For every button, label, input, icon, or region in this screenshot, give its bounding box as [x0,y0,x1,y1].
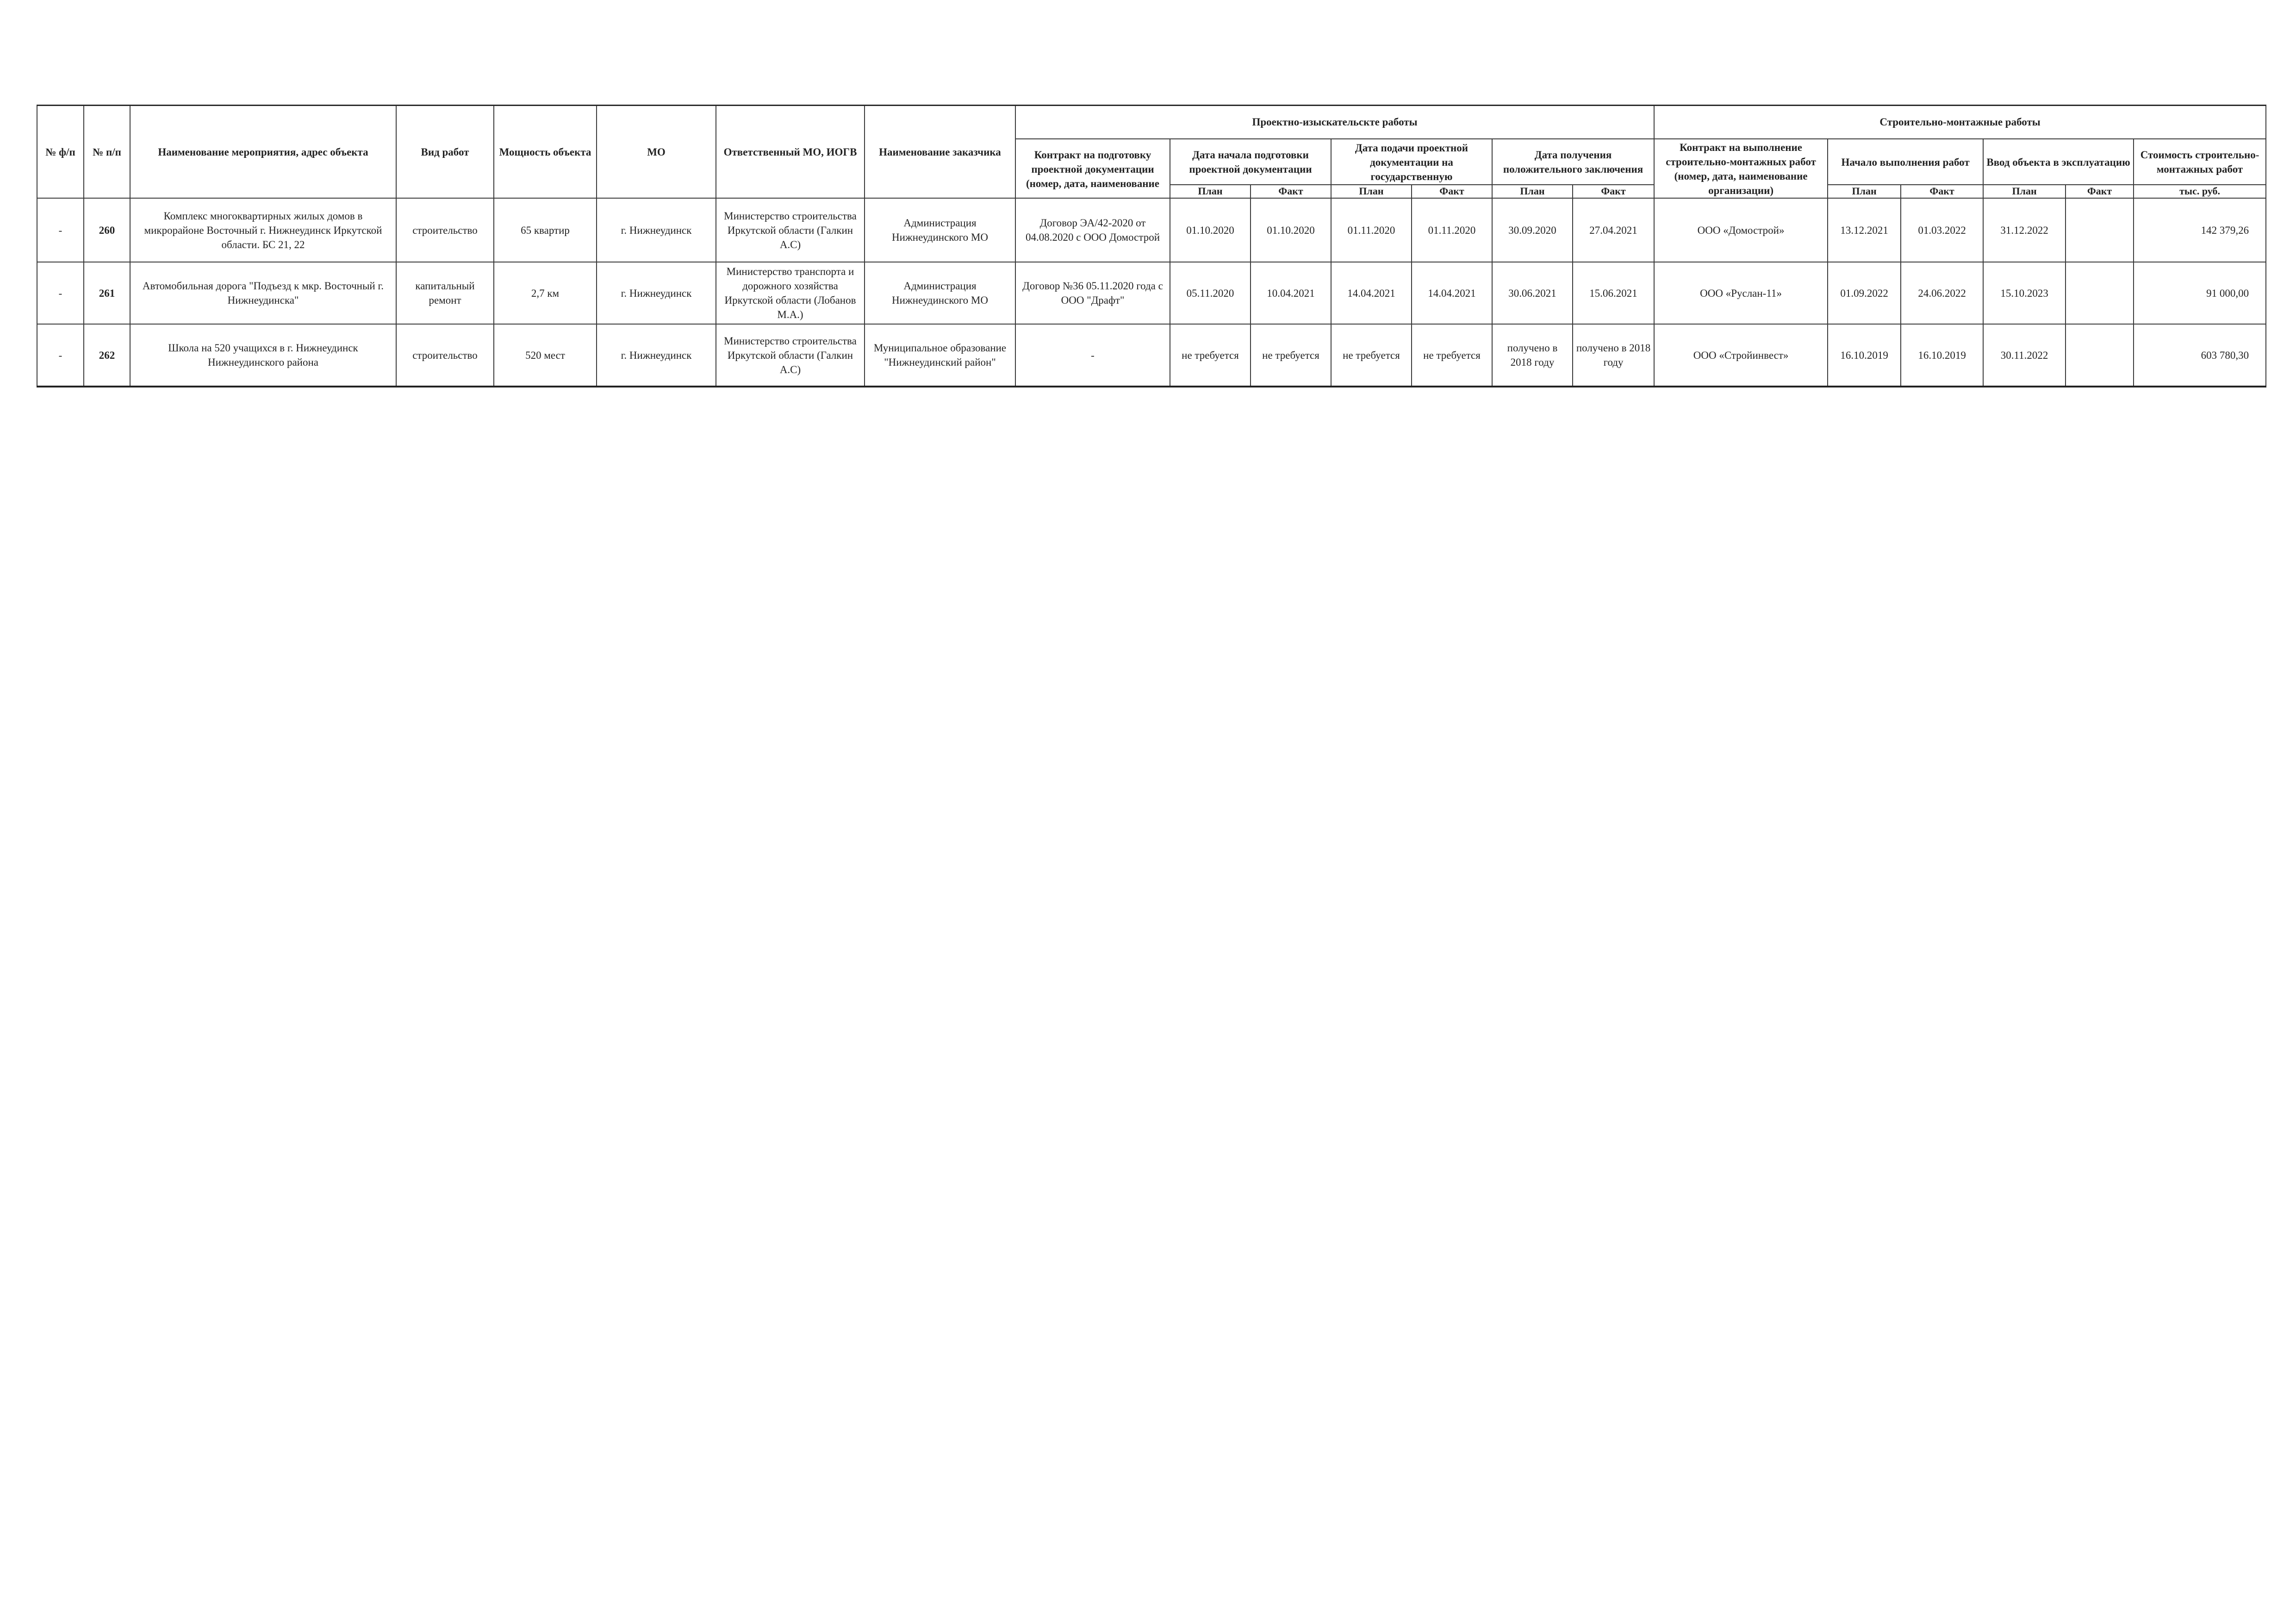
cell-construction-start-fact: 24.06.2022 [1901,262,1983,324]
cell-mo: г. Нижнеудинск [597,262,716,324]
cell-construction-contract: ООО «Стройинвест» [1654,324,1828,387]
header-design-contract: Контракт на подготовку проектной документации (номер, дата, наименование [1015,139,1170,198]
cell-work-type: строительство [396,198,494,262]
header-ff: № ф/п [37,106,84,199]
header-fact: Факт [2066,185,2134,198]
cell-pp: 262 [84,324,130,387]
table-row [37,262,2266,324]
cell-responsible: Министерство транспорта и дорожного хозяйства Иркутской области (Лобанов М.А.) [716,262,865,324]
cell-design-start-plan: 05.11.2020 [1170,262,1251,324]
cell-design-submit-plan: 01.11.2020 [1331,198,1412,262]
header-design-conclusion: Дата получения положительного заключения [1492,139,1654,185]
cell-design-start-fact: 10.04.2021 [1251,262,1331,324]
cell-pp: 260 [84,198,130,262]
cell-construction-contract: ООО «Руслан-11» [1654,262,1828,324]
cell-construction-start-fact: 16.10.2019 [1901,324,1983,387]
cell-design-start-fact: не требуется [1251,324,1331,387]
cell-design-contract: - [1015,324,1170,387]
cell-design-submit-plan: 14.04.2021 [1331,262,1412,324]
cell-work-type: капитальный ремонт [396,262,494,324]
cell-cost: 142 379,26 [2134,198,2266,262]
cell-design-start-plan: 01.10.2020 [1170,198,1251,262]
cell-name: Автомобильная дорога "Подъезд к мкр. Восточный г. Нижнеудинска" [130,262,396,324]
cell-design-submit-fact: 01.11.2020 [1412,198,1492,262]
header-pp: № п/п [84,106,130,199]
cell-construction-contract: ООО «Домострой» [1654,198,1828,262]
header-name: Наименование мероприятия, адрес объекта [130,106,396,199]
cell-construction-start-plan: 13.12.2021 [1828,198,1901,262]
table-header [37,106,2266,199]
cell-customer: Муниципальное образование "Нижнеудинский район" [865,324,1015,387]
cell-mo: г. Нижнеудинск [597,324,716,387]
cell-commissioning-fact [2066,198,2134,262]
header-commissioning: Ввод объекта в эксплуатацию [1983,139,2134,185]
header-plan: План [1170,185,1251,198]
cell-commissioning-plan: 31.12.2022 [1983,198,2066,262]
cell-commissioning-plan: 15.10.2023 [1983,262,2066,324]
table-row [37,324,2266,387]
header-mo: МО [597,106,716,199]
cell-design-start-plan: не требуется [1170,324,1251,387]
header-capacity: Мощность объекта [494,106,597,199]
cell-pp: 261 [84,262,130,324]
header-row-groups [37,106,2266,139]
header-plan: План [1492,185,1573,198]
header-group-design: Проектно-изыскательскте работы [1015,106,1654,139]
cell-responsible: Министерство строительства Иркутской области (Галкин А.С) [716,198,865,262]
cell-ff: - [37,198,84,262]
header-plan: План [1983,185,2066,198]
header-fact: Факт [1251,185,1331,198]
cell-design-contract: Договор ЭА/42-2020 от 04.08.2020 с ООО Домострой [1015,198,1170,262]
projects-table [37,105,2266,387]
header-cost: Стоимость строительно-монтажных работ [2134,139,2266,185]
cell-capacity: 2,7 км [494,262,597,324]
cell-ff: - [37,324,84,387]
header-plan: План [1828,185,1901,198]
cell-construction-start-plan: 16.10.2019 [1828,324,1901,387]
header-cost-unit: тыс. руб. [2134,185,2266,198]
header-work-type: Вид работ [396,106,494,199]
cell-cost: 91 000,00 [2134,262,2266,324]
cell-name: Школа на 520 учащихся в г. Нижнеудинск Нижнеудинского района [130,324,396,387]
cell-design-conclusion-plan: 30.09.2020 [1492,198,1573,262]
cell-design-contract: Договор №36 05.11.2020 года с ООО "Драфт" [1015,262,1170,324]
cell-cost: 603 780,30 [2134,324,2266,387]
cell-capacity: 520 мест [494,324,597,387]
header-fact: Факт [1573,185,1654,198]
cell-design-conclusion-plan: получено в 2018 году [1492,324,1573,387]
table-row [37,198,2266,262]
header-customer: Наименование заказчика [865,106,1015,199]
cell-design-conclusion-fact: 27.04.2021 [1573,198,1654,262]
cell-design-submit-fact: 14.04.2021 [1412,262,1492,324]
header-fact: Факт [1412,185,1492,198]
cell-name: Комплекс многоквартирных жилых домов в микрорайоне Восточный г. Нижнеудинск Иркутской области. БС 21, 22 [130,198,396,262]
cell-design-submit-fact: не требуется [1412,324,1492,387]
cell-design-start-fact: 01.10.2020 [1251,198,1331,262]
cell-construction-start-fact: 01.03.2022 [1901,198,1983,262]
cell-design-conclusion-fact: получено в 2018 году [1573,324,1654,387]
header-plan: План [1331,185,1412,198]
header-construction-start: Начало выполнения работ [1828,139,1983,185]
header-design-submit: Дата подачи проектной документации на государственную [1331,139,1492,185]
header-responsible: Ответственный МО, ИОГВ [716,106,865,199]
cell-construction-start-plan: 01.09.2022 [1828,262,1901,324]
table-body [37,198,2266,387]
header-design-start: Дата начала подготовки проектной документации [1170,139,1331,185]
cell-capacity: 65 квартир [494,198,597,262]
cell-responsible: Министерство строительства Иркутской области (Галкин А.С) [716,324,865,387]
cell-commissioning-fact [2066,262,2134,324]
cell-design-conclusion-fact: 15.06.2021 [1573,262,1654,324]
cell-design-conclusion-plan: 30.06.2021 [1492,262,1573,324]
cell-mo: г. Нижнеудинск [597,198,716,262]
header-group-construction: Строительно-монтажные работы [1654,106,2266,139]
cell-customer: Администрация Нижнеудинского МО [865,262,1015,324]
cell-commissioning-fact [2066,324,2134,387]
cell-customer: Администрация Нижнеудинского МО [865,198,1015,262]
cell-work-type: строительство [396,324,494,387]
cell-commissioning-plan: 30.11.2022 [1983,324,2066,387]
cell-ff: - [37,262,84,324]
header-construction-contract: Контракт на выполнение строительно-монтажных работ (номер, дата, наименование организации) [1654,139,1828,198]
cell-design-submit-plan: не требуется [1331,324,1412,387]
header-fact: Факт [1901,185,1983,198]
